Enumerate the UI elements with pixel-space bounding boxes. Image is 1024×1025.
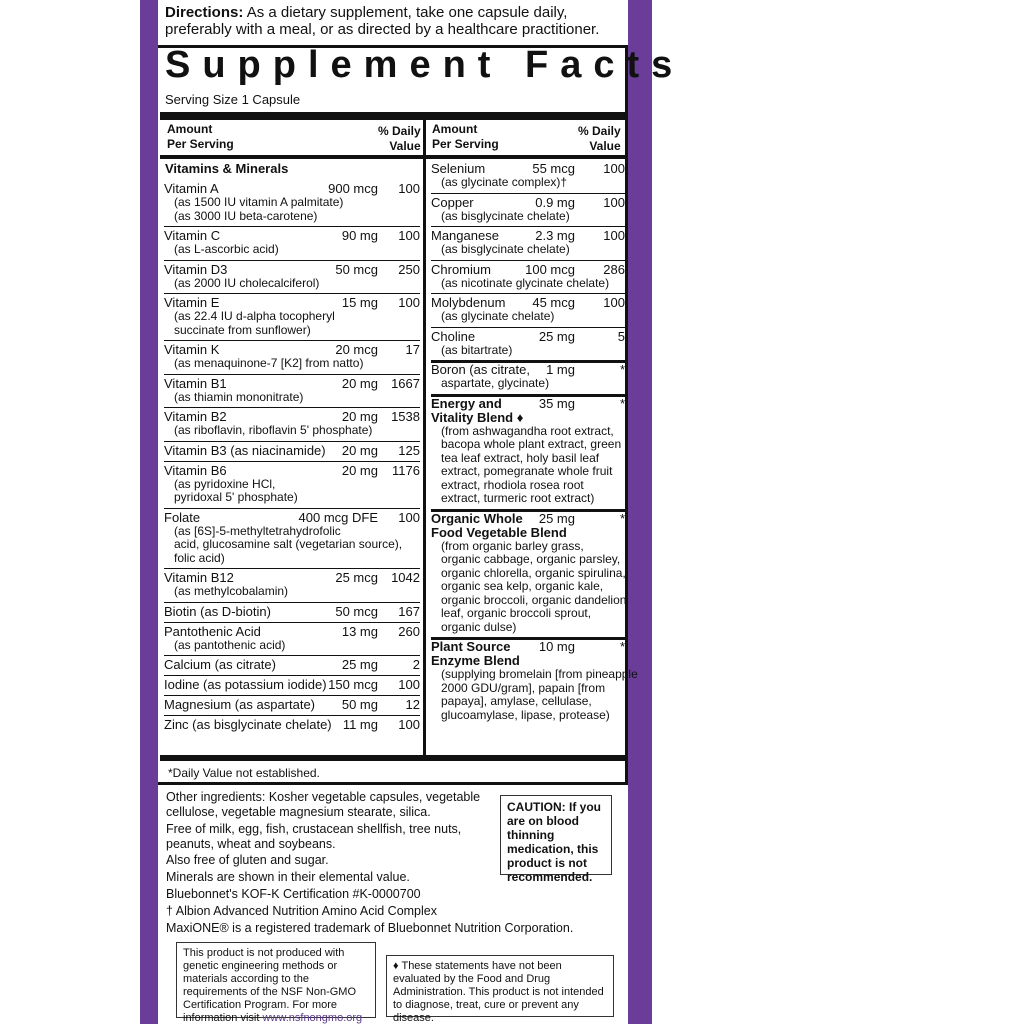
row-divider <box>164 695 420 696</box>
nutrient-name: Molybdenum <box>431 295 506 310</box>
nutrient-source: (as menaquinone-7 [K2] from natto) <box>174 356 364 370</box>
nutrient-daily-value: 100 <box>398 717 420 732</box>
nutrient-source: (as 22.4 IU d-alpha tocopheryl <box>174 309 335 323</box>
row-divider <box>431 260 625 261</box>
nutrient-name: Vitamin B3 (as niacinamide) <box>164 442 326 458</box>
row-divider <box>164 508 420 509</box>
nutrient-source: extract, turmeric root extract) <box>441 491 595 505</box>
row-divider <box>164 568 420 569</box>
right-purple-band <box>628 0 652 1024</box>
nutrient-source: (as 2000 IU cholecalciferol) <box>174 275 320 290</box>
nutrient-name: Magnesium (as aspartate) <box>164 697 316 712</box>
caution-box: CAUTION: If you are on blood thinning medication, this product is not recommended. <box>500 795 612 875</box>
nutrient-name: Zinc (as bisglycinate chelate) <box>164 717 332 732</box>
rule-right-header <box>426 155 626 159</box>
nutrient-source: glucoamylase, lipase, protease) <box>441 707 610 722</box>
nutrient-daily-value: 250 <box>398 261 420 277</box>
nutrient-amount: 45 mcg <box>532 295 575 310</box>
nutrient-amount: 150 mcg <box>328 677 378 692</box>
free-of-statement: Free of milk, egg, fish, crustacean shellfish, tree nuts, peanuts, wheat and soybeans. <box>166 822 462 851</box>
col-amount-right: Amount Per Serving <box>432 122 499 151</box>
nutrient-daily-value: 100 <box>398 295 420 310</box>
nutrient-name: Manganese <box>431 228 499 243</box>
nutrient-name: Vitamin B2 <box>164 409 227 424</box>
nutrient-source: (as pantothenic acid) <box>174 637 286 652</box>
nutrient-name: Selenium <box>431 161 486 176</box>
nutrient-source: 2000 GDU/gram], papain [from <box>441 680 606 695</box>
nutrient-source: (as bitartrate) <box>441 342 513 357</box>
nutrient-source: organic dulse) <box>441 619 517 634</box>
nutrient-source: extract, pomegranate whole fruit <box>441 464 613 478</box>
footnote-dv: *Daily Value not established. <box>168 766 320 780</box>
col-dv-right: % Daily Value <box>578 124 621 153</box>
row-divider <box>164 622 420 623</box>
row-divider <box>164 461 420 462</box>
nutrient-daily-value: 260 <box>398 623 420 639</box>
row-divider <box>164 655 420 656</box>
nutrient-source: extract, rhodiola rosea root <box>441 477 584 492</box>
nutrient-amount: 400 mcg DFE <box>298 509 378 525</box>
nutrient-name: Chromium <box>431 261 491 277</box>
row-divider <box>431 293 625 294</box>
nutrient-daily-value: 125 <box>398 442 420 458</box>
fda-disclaimer-box: ♦ These statements have not been evaluated by the Food and Drug Administration. This product is not intended to diagnose, treat, cure or prevent any disease. <box>386 955 614 1017</box>
nutrient-amount: 50 mcg <box>335 603 378 619</box>
minerals-statement: Minerals are shown in their elemental value. <box>166 870 410 884</box>
nutrient-name: Copper <box>431 194 474 210</box>
directions-label: Directions: <box>165 4 244 21</box>
nutrient-name: Folate <box>164 509 201 525</box>
nutrient-amount: 100 mcg <box>525 261 575 277</box>
nutrient-amount: 25 mg <box>341 657 378 672</box>
nutrient-source: (from ashwagandha root extract, <box>441 423 614 438</box>
nutrient-amount: 35 mg <box>538 395 575 411</box>
nutrient-source: (as [6S]-5-methyltetrahydrofolic <box>174 523 341 538</box>
nutrient-name: Vitamin E <box>164 295 220 310</box>
nutrient-daily-value: 100 <box>398 228 420 243</box>
nutrient-amount: 15 mg <box>341 295 378 310</box>
nutrient-source: tea leaf extract, holy basil leaf <box>441 450 600 465</box>
nutrient-source: organic broccoli, organic dandelion <box>441 592 627 607</box>
nutrient-daily-value: * <box>619 395 625 411</box>
row-divider <box>164 374 420 375</box>
nutrient-amount: 11 mg <box>342 717 378 732</box>
nutrient-source: leaf, organic broccoli sprout, <box>441 606 592 620</box>
nutrient-amount: 1 mg <box>546 362 575 377</box>
nutrient-daily-value: 100 <box>603 194 625 210</box>
nutrient-name: Iodine (as potassium iodide) <box>164 677 327 692</box>
albion-note: † Albion Advanced Nutrition Amino Acid Complex <box>166 904 437 918</box>
nutrient-name: Vitamin K <box>164 342 220 357</box>
nutrient-daily-value: 1042 <box>391 570 420 585</box>
row-divider <box>164 293 420 294</box>
thick-rule-bottom <box>160 755 626 761</box>
row-divider <box>164 407 420 408</box>
nutrient-source: (as methylcobalamin) <box>174 584 289 598</box>
nutrient-daily-value: 1667 <box>391 375 420 391</box>
nutrient-daily-value: 167 <box>398 603 420 619</box>
nutrient-source: (as pyridoxine HCl, <box>174 476 276 491</box>
nutrient-amount: 20 mg <box>341 409 378 424</box>
row-divider <box>431 327 625 328</box>
nutrient-source: acid, glucosamine salt (vegetarian source), <box>174 537 403 551</box>
nutrient-name: Vitamin A <box>164 181 219 196</box>
row-divider <box>164 226 420 227</box>
nutrient-source: (supplying bromelain [from pineapple <box>441 667 638 681</box>
col-dv-left: % Daily Value <box>378 124 421 153</box>
gluten-statement: Also free of gluten and sugar. <box>166 853 329 867</box>
nutrient-amount: 0.9 mg <box>535 194 575 210</box>
nutrient-source: (as bisglycinate chelate) <box>441 242 570 256</box>
nutrient-daily-value: 100 <box>603 228 625 243</box>
nutrient-source: papaya], amylase, cellulase, <box>441 694 592 708</box>
row-divider <box>431 226 625 227</box>
nutrient-name: Vitamin D3 <box>164 261 228 277</box>
nutrient-amount: 20 mcg <box>335 342 378 357</box>
directions-text: As a dietary supplement, take one capsule daily, preferably with a meal, or as directed by a healthcare practitioner. <box>165 4 600 38</box>
row-divider <box>164 715 420 716</box>
row-divider <box>164 260 420 261</box>
nutrient-daily-value: 100 <box>603 295 625 310</box>
thick-rule-top <box>160 112 626 120</box>
nutrient-amount: 50 mcg <box>335 261 378 277</box>
nutrient-source: succinate from sunflower) <box>174 322 311 337</box>
nutrient-source: (as nicotinate glycinate chelate) <box>441 275 610 290</box>
row-divider <box>164 340 420 341</box>
nutrient-source: folic acid) <box>174 550 225 565</box>
row-divider <box>431 193 625 194</box>
nutrient-daily-value: * <box>619 639 625 654</box>
col-amount-left: Amount Per Serving <box>167 122 234 151</box>
nutrient-name: Vitamin B12 <box>164 570 234 585</box>
nutrient-name: Biotin (as D-biotin) <box>164 603 271 619</box>
nutrient-daily-value: 100 <box>398 677 420 692</box>
nutrient-amount: 90 mg <box>341 228 378 243</box>
nutrient-daily-value: * <box>619 362 625 377</box>
row-divider <box>164 441 420 442</box>
nutrient-daily-value: * <box>619 510 625 526</box>
other-ingredients: Other ingredients: Kosher vegetable capsules, vegetable cellulose, vegetable magnesium stearate, silica. <box>166 790 481 819</box>
nutrient-amount: 20 mg <box>341 462 378 478</box>
nutrient-name: Choline <box>431 328 476 344</box>
nutrient-amount: 2.3 mg <box>535 228 575 243</box>
nutrient-amount: 20 mg <box>341 442 378 458</box>
serving-size: Serving Size 1 Capsule <box>165 92 301 107</box>
nutrient-source: (as thiamin mononitrate) <box>174 389 304 404</box>
nutrient-source: (as 3000 IU beta-carotene) <box>174 208 318 223</box>
kof-certification: Bluebonnet's KOF-K Certification #K-0000700 <box>166 887 421 901</box>
nutrient-amount: 900 mcg <box>328 181 378 196</box>
nutrient-source: (as glycinate complex)† <box>441 175 568 189</box>
nutrient-amount: 25 mcg <box>335 570 378 585</box>
nutrient-source: organic cabbage, organic parsley, <box>441 552 621 566</box>
nutrient-name: Boron (as citrate, <box>431 362 530 377</box>
non-gmo-text: This product is not produced with genetic engineering methods or materials according to the requirements of the NSF Non-GMO Certification Program. For more information visit <box>183 947 357 1024</box>
nutrient-source: (as glycinate chelate) <box>441 309 555 323</box>
nutrient-name: Plant Source Enzyme Blend <box>431 639 520 668</box>
nutrient-source: (as L-ascorbic acid) <box>174 242 279 256</box>
nutrient-source: aspartate, glycinate) <box>441 376 550 390</box>
row-divider <box>164 675 420 676</box>
left-purple-band <box>140 0 158 1024</box>
nutrient-amount: 10 mg <box>538 639 575 654</box>
nutrient-daily-value: 1538 <box>391 409 420 424</box>
nutrient-source: organic sea kelp, organic kale, <box>441 579 604 593</box>
nutrient-daily-value: 2 <box>412 657 420 672</box>
nutrient-source: pyridoxal 5' phosphate) <box>174 490 298 504</box>
maxione-trademark: MaxiONE® is a registered trademark of Bluebonnet Nutrition Corporation. <box>166 921 574 935</box>
nutrient-daily-value: 100 <box>398 509 420 525</box>
nutrient-daily-value: 17 <box>405 342 420 357</box>
non-gmo-box <box>176 942 376 1024</box>
nutrient-amount: 25 mg <box>538 510 575 526</box>
nutrient-source: (as 1500 IU vitamin A palmitate) <box>174 195 344 209</box>
nutrient-amount: 50 mg <box>341 697 378 712</box>
nutrient-source: (as riboflavin, riboflavin 5' phosphate) <box>174 423 373 437</box>
nutrient-daily-value: 286 <box>603 261 625 277</box>
nutrient-daily-value: 5 <box>617 328 625 344</box>
nutrient-daily-value: 100 <box>603 161 625 176</box>
column-divider <box>423 118 426 755</box>
nutrient-amount: 25 mg <box>538 328 575 344</box>
nutrient-name: Energy and Vitality Blend ♦ <box>431 395 524 425</box>
facts-title: Supplement Facts <box>165 44 685 86</box>
nutrient-daily-value: 12 <box>405 697 420 712</box>
nutrient-name: Vitamin B1 <box>164 375 227 391</box>
rule-left-header <box>160 155 423 159</box>
nutrient-source: (as bisglycinate chelate) <box>441 208 570 223</box>
nutrient-source: (from organic barley grass, <box>441 538 584 553</box>
nutrient-amount: 55 mcg <box>532 161 575 176</box>
nutrient-source: bacopa whole plant extract, green <box>441 437 622 451</box>
nutrient-name: Calcium (as citrate) <box>164 657 276 672</box>
directions <box>165 4 625 38</box>
nutrient-name: Organic Whole Food Vegetable Blend <box>431 510 567 540</box>
nutrient-daily-value: 1176 <box>392 462 420 478</box>
nutrient-amount: 20 mg <box>341 375 378 391</box>
nutrient-source: organic chlorella, organic spirulina, <box>441 565 626 580</box>
nutrient-daily-value: 100 <box>398 181 420 196</box>
section-vitamins-minerals: Vitamins & Minerals <box>165 161 289 176</box>
nsf-link[interactable]: www.nsfnongmo.org <box>262 1012 363 1024</box>
nutrient-amount: 13 mg <box>341 623 378 639</box>
nutrient-name: Pantothenic Acid <box>164 623 261 639</box>
row-divider <box>164 602 420 603</box>
nutrient-name: Vitamin B6 <box>164 462 227 478</box>
nutrient-name: Vitamin C <box>164 228 221 243</box>
